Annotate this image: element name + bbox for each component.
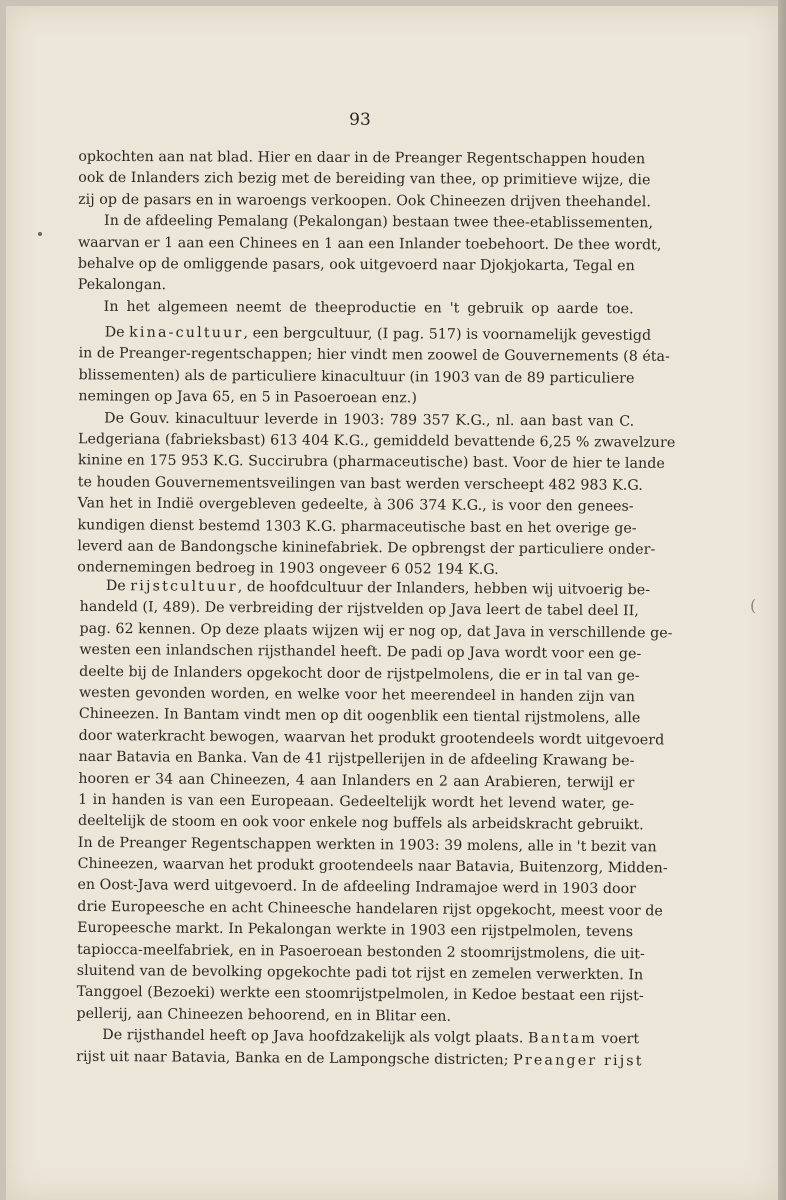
text-line: De Gouv. kinacultuur leverde in 1903: 789 357 K.G., nl. aan bast van C. xyxy=(104,410,635,430)
line-rest: , een bergcultuur, (I pag. 517) is voornamelijk gevestigd xyxy=(243,325,652,344)
text-line: Pekalongan. xyxy=(77,277,167,294)
text-line: nemingen op Java 65, en 5 in Pasoeroean enz.) xyxy=(78,388,417,407)
paragraph-kina xyxy=(77,322,676,582)
line-rest: voert xyxy=(596,1031,640,1048)
text-line: zij op de pasars en in waroengs verkoopen. Ook Chineezen drijven theehandel. xyxy=(78,191,651,211)
term-preanger-rijst: Preanger rijst xyxy=(513,1051,644,1069)
text-line: door waterkracht bewogen, waarvan het produkt grootendeels wordt uitgevoerd xyxy=(78,727,665,749)
text-line: Van het in Indië overgebleven gedeelte, à 306 374 K.G., is voor den genees- xyxy=(77,495,634,515)
text-line: opkochten aan nat blad. Hier en daar in de Preanger Regentschappen houden xyxy=(78,148,646,168)
text-line: naar Batavia en Banka. Van de 41 rijstpellerijen in de afdeeling Krawang be- xyxy=(78,748,635,770)
text-line: drie Europeesche en acht Chineesche handelaren rijst opgekocht, meest voor de xyxy=(77,898,663,920)
text-line: ook de Inlanders zich bezig met de bereiding van thee, op primitieve wijze, die xyxy=(78,170,651,189)
text-line: sluitend van de bevolking opgekochte padi tot rijst en zemelen verwerkten. In xyxy=(76,962,644,984)
text-line: kundigen dienst bestemd 1303 K.G. pharmaceutische bast en het overige ge- xyxy=(77,516,637,537)
paragraph-rijst xyxy=(76,576,673,1072)
text-line: pellerij, aan Chineezen behoorend, en in Blitar een. xyxy=(76,1005,452,1025)
text-line: In de afdeeling Pemalang (Pekalongan) bestaan twee thee-etablissementen, xyxy=(104,213,654,232)
text-line: deeltelijk de stoom en ook voor enkele nog buffels als arbeidskracht gebruikt. xyxy=(77,813,644,834)
text-line: In het algemeen neemt de theeproductie en 't gebruik op aarde toe. xyxy=(103,298,634,317)
text-line: behalve op de omliggende pasars, ook uitgevoerd naar Djokjokarta, Tegal en xyxy=(77,255,635,275)
text-line: leverd aan de Bandongsche kininefabriek. De opbrengst der particuliere onder- xyxy=(77,538,656,558)
line-lead: De xyxy=(104,324,130,341)
text-line: In de Preanger Regentschappen werkten in 1903: 39 molens, alle in 't bezit van xyxy=(77,834,657,856)
page-number: 93 xyxy=(349,110,371,130)
term-kina-cultuur: kina-cultuur xyxy=(129,324,244,342)
text-line: hooren er 34 aan Chineezen, 4 aan Inlanders en 2 aan Arabieren, terwijl er xyxy=(78,770,635,791)
paragraph-tea xyxy=(77,147,662,321)
line-lead: De xyxy=(105,578,131,595)
text-line: deelte bij de Inlanders opgekocht door de rijstpelmolens, die er in tal van ge- xyxy=(79,663,640,684)
line-rest: , de hoofdcultuur der Inlanders, hebben wij uitvoerig be- xyxy=(237,579,651,599)
text-line: waarvan er 1 aan een Chinees en 1 aan een Inlander toebehoort. De thee wordt, xyxy=(77,234,662,253)
margin-mark xyxy=(38,232,42,236)
text-line: ondernemingen bedroeg in 1903 ongeveer 6 052 194 K.G. xyxy=(77,559,499,579)
text-line: Tanggoel (Bezoeki) werkte een stoomrijstpelmolen, in Kedoe bestaat een rijst- xyxy=(76,984,644,1005)
margin-paren: ( xyxy=(750,596,757,615)
text-line: kinine en 175 953 K.G. Succirubra (pharmaceutische) bast. Voor de hier te lande xyxy=(77,452,665,473)
text-line: westen gevonden worden, en welke voor het meerendeel in handen zijn van xyxy=(78,684,636,706)
text-line: 1 in handen is van een Europeaan. Gedeeltelijk wordt het levend water, ge- xyxy=(78,791,635,813)
text-line: Chineezen. In Bantam vindt men op dit oogenblik een tiental rijstmolens, alle xyxy=(78,706,641,727)
text-line: tapiocca-meelfabriek, en in Pasoeroean bestonden 2 stoomrijstmolens, die uit- xyxy=(76,941,646,962)
text-line: Ledgeriana (fabrieksbast) 613 404 K.G., gemiddeld bevattende 6,25 % zwavelzure xyxy=(78,431,676,451)
term-rijstcultuur: rijstcultuur xyxy=(130,578,238,596)
text-line: in de Preanger-regentschappen; hier vindt men zoowel de Gouvernements (8 éta- xyxy=(78,345,670,366)
text-line: en Oost-Java werd uitgevoerd. In de afdeeling Indramajoe werd in 1903 door xyxy=(77,877,637,898)
line-lead: De rijsthandel heeft op Java hoofdzakelijk als volgt plaats. xyxy=(102,1027,529,1047)
text-line: pag. 62 kennen. Op deze plaats wijzen wij er nog op, dat Java in verschillende ge- xyxy=(79,620,673,642)
text-line xyxy=(76,1046,644,1072)
text-line: handeld (I, 489). De verbreiding der rijstvelden op Java leert de tabel deel II, xyxy=(79,599,639,620)
text-line: blissementen) als de particuliere kinacultuur (in 1903 van de 89 particuliere xyxy=(78,367,635,387)
line-lead: rijst uit naar Batavia, Banka en de Lampongsche districten; xyxy=(76,1048,514,1068)
text-line: Chineezen, waarvan het produkt grootendeels naar Batavia, Buitenzorg, Midden- xyxy=(77,855,668,877)
text-line: Europeesche markt. In Pekalongan werkte in 1903 een rijstpelmolen, tevens xyxy=(77,920,634,941)
text-line: westen een inlandschen rijsthandel heeft. De padi op Java wordt voor een ge- xyxy=(79,641,642,663)
text-line: te houden Gouvernementsveilingen van bast werden verscheept 482 983 K.G. xyxy=(77,474,643,494)
term-bantam: Bantam xyxy=(527,1030,597,1048)
page-edge xyxy=(778,0,786,1200)
